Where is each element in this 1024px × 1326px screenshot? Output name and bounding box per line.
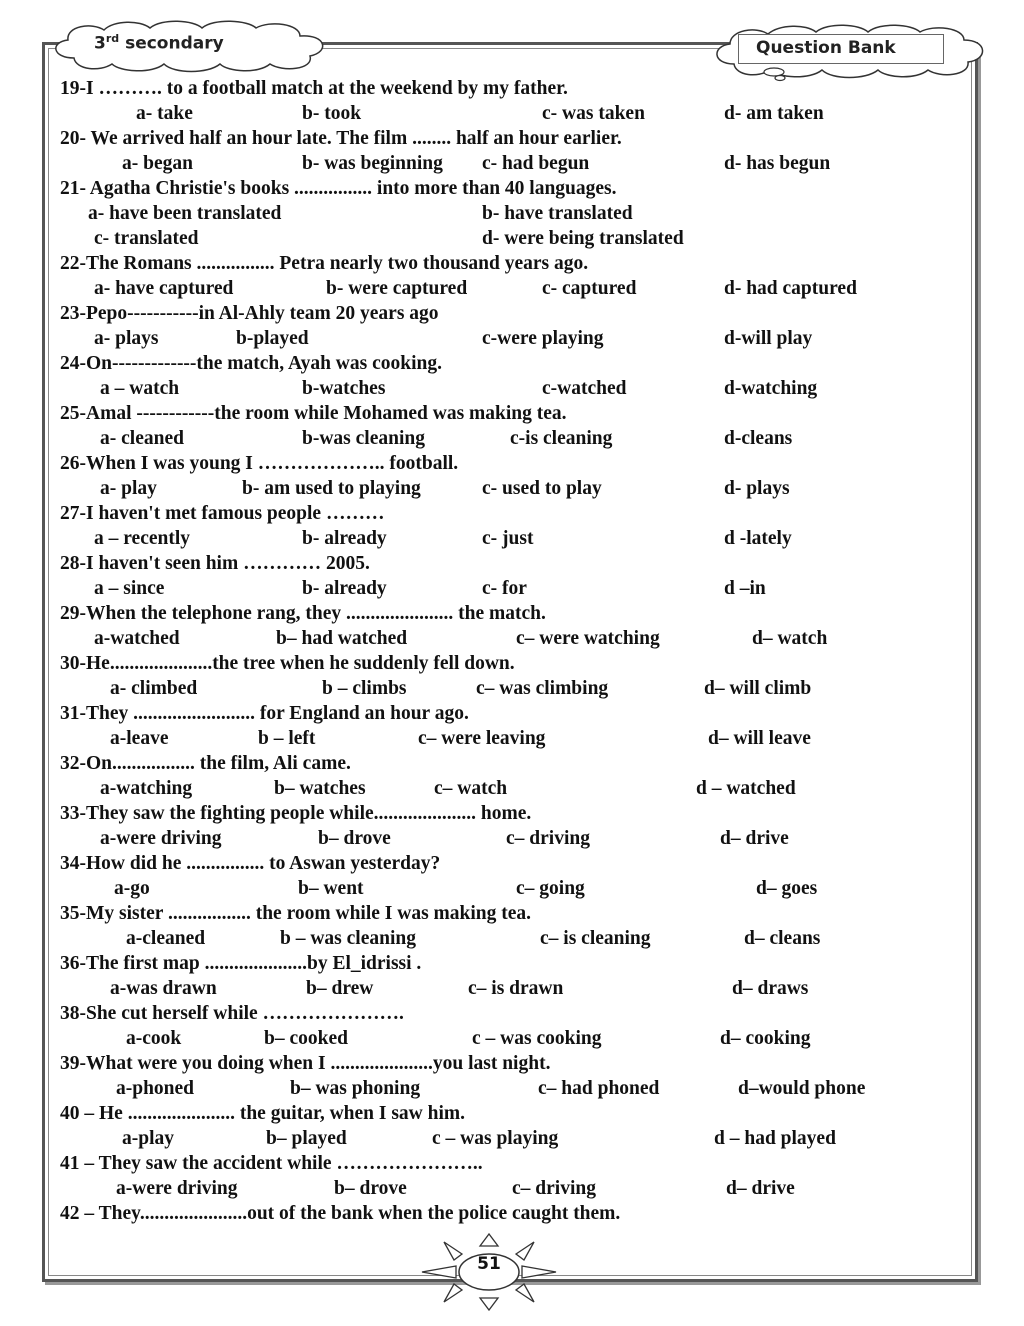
answer-option: b– drove bbox=[334, 1178, 407, 1199]
answer-option: a-cook bbox=[126, 1028, 182, 1049]
answer-option: c- captured bbox=[542, 278, 637, 299]
answer-option: d–would phone bbox=[738, 1078, 866, 1099]
answer-option: c- used to play bbox=[482, 478, 602, 499]
answer-option: d –in bbox=[724, 578, 766, 599]
answer-option: d – had played bbox=[714, 1128, 836, 1149]
answer-option: d– will climb bbox=[704, 678, 812, 699]
question-stem: 41 – They saw the accident while ………………….. bbox=[60, 1153, 483, 1174]
answer-option: b- am used to playing bbox=[242, 478, 421, 499]
answer-option: c– watch bbox=[434, 778, 508, 799]
answer-option: a-go bbox=[114, 878, 150, 899]
answer-option: d– will leave bbox=[708, 728, 811, 749]
question-stem: 29-When the telephone rang, they ...................... the match. bbox=[60, 603, 546, 624]
answer-option: c– were leaving bbox=[418, 728, 546, 749]
question-bank-label: Question Bank bbox=[756, 38, 896, 58]
question-stem: 38-She cut herself while …………………. bbox=[60, 1003, 404, 1024]
answer-option: c- for bbox=[482, 578, 527, 599]
answer-option: c- translated bbox=[94, 228, 199, 249]
question-stem: 19-I ………. to a football match at the weekend by my father. bbox=[60, 78, 568, 99]
answer-option: a – since bbox=[94, 578, 165, 599]
answer-option: c– were watching bbox=[516, 628, 660, 649]
answer-option: b-was cleaning bbox=[302, 428, 425, 449]
answer-option: a- have captured bbox=[94, 278, 234, 299]
answer-option: a- cleaned bbox=[100, 428, 184, 449]
answer-option: a- play bbox=[100, 478, 157, 499]
answer-option: d– goes bbox=[756, 878, 818, 899]
answer-option: a – watch bbox=[100, 378, 180, 399]
answer-option: c – was cooking bbox=[472, 1028, 602, 1049]
answer-option: a-were driving bbox=[116, 1178, 238, 1199]
answer-option: d– drive bbox=[720, 828, 789, 849]
question-stem: 20- We arrived half an hour late. The film ........ half an hour earlier. bbox=[60, 128, 622, 149]
question-stem: 34-How did he ................ to Aswan yesterday? bbox=[60, 853, 441, 874]
answer-option: d-will play bbox=[724, 328, 813, 349]
answer-option: a-were driving bbox=[100, 828, 222, 849]
answer-option: b- have translated bbox=[482, 203, 633, 224]
answer-option: a- take bbox=[136, 103, 193, 124]
question-stem: 35-My sister ................. the room while I was making tea. bbox=[60, 903, 532, 924]
question-stem: 30-He.....................the tree when he suddenly fell down. bbox=[60, 653, 515, 674]
answer-option: a – recently bbox=[94, 528, 191, 549]
answer-option: d-cleans bbox=[724, 428, 793, 449]
answer-option: b– was phoning bbox=[290, 1078, 421, 1099]
answer-option: b– had watched bbox=[276, 628, 408, 649]
answer-option: c– was climbing bbox=[476, 678, 609, 699]
question-stem: 26-When I was young I ……………….. football. bbox=[60, 453, 459, 474]
question-stem: 24-On-------------the match, Ayah was cooking. bbox=[60, 353, 442, 374]
question-stem: 31-They ......................... for England an hour ago. bbox=[60, 703, 469, 724]
answer-option: d- had captured bbox=[724, 278, 857, 299]
answer-option: a- plays bbox=[94, 328, 159, 349]
answer-option: b- already bbox=[302, 528, 387, 549]
answer-option: b– cooked bbox=[264, 1028, 348, 1049]
answer-option: c- had begun bbox=[482, 153, 590, 174]
answer-option: d- plays bbox=[724, 478, 790, 499]
answer-option: c– is drawn bbox=[468, 978, 564, 999]
answer-option: d– cooking bbox=[720, 1028, 811, 1049]
question-stem: 40 – He ...................... the guitar, when I saw him. bbox=[60, 1103, 466, 1124]
answer-option: c– had phoned bbox=[538, 1078, 660, 1099]
answer-option: b – left bbox=[258, 728, 316, 749]
answer-option: d-watching bbox=[724, 378, 818, 399]
answer-option: d- has begun bbox=[724, 153, 831, 174]
answer-option: c- just bbox=[482, 528, 534, 549]
answer-option: d– watch bbox=[752, 628, 828, 649]
answer-option: a-watching bbox=[100, 778, 193, 799]
question-stem: 33-They saw the fighting people while..................... home. bbox=[60, 803, 532, 824]
answer-option: a-leave bbox=[110, 728, 169, 749]
answer-option: b– drove bbox=[318, 828, 391, 849]
page-number: 51 bbox=[477, 1254, 501, 1274]
answer-option: b- already bbox=[302, 578, 387, 599]
answer-option: b– drew bbox=[306, 978, 374, 999]
answer-option: d – watched bbox=[696, 778, 796, 799]
answer-option: a-was drawn bbox=[110, 978, 217, 999]
answer-option: a- have been translated bbox=[88, 203, 282, 224]
answer-option: c- was taken bbox=[542, 103, 645, 124]
answer-option: c-were playing bbox=[482, 328, 604, 349]
answer-option: a-play bbox=[122, 1128, 175, 1149]
question-stem: 23-Pepo-----------in Al-Ahly team 20 years ago bbox=[60, 303, 439, 324]
grade-label: 3rd secondary bbox=[94, 32, 224, 54]
question-stem: 32-On................. the film, Ali came. bbox=[60, 753, 351, 774]
answer-option: b- were captured bbox=[326, 278, 468, 299]
question-stem: 28-I haven't seen him ………… 2005. bbox=[60, 553, 370, 574]
answer-option: c– driving bbox=[506, 828, 590, 849]
answer-option: a- climbed bbox=[110, 678, 198, 699]
answer-option: d– draws bbox=[732, 978, 809, 999]
answer-option: b– went bbox=[298, 878, 364, 899]
answer-option: b – was cleaning bbox=[280, 928, 416, 949]
question-stem: 22-The Romans ................ Petra nearly two thousand years ago. bbox=[60, 253, 589, 274]
answer-option: a-phoned bbox=[116, 1078, 195, 1099]
answer-option: b-watches bbox=[302, 378, 386, 399]
answer-option: c– is cleaning bbox=[540, 928, 651, 949]
answer-option: b-played bbox=[236, 328, 309, 349]
answer-option: d– drive bbox=[726, 1178, 795, 1199]
answer-option: b– played bbox=[266, 1128, 347, 1149]
answer-option: a-cleaned bbox=[126, 928, 206, 949]
answer-option: c-is cleaning bbox=[510, 428, 613, 449]
question-stem: 25-Amal ------------the room while Mohamed was making tea. bbox=[60, 403, 567, 424]
answer-option: d -lately bbox=[724, 528, 792, 549]
answer-option: b- was beginning bbox=[302, 153, 443, 174]
answer-option: b – climbs bbox=[322, 678, 407, 699]
answer-option: d- were being translated bbox=[482, 228, 684, 249]
answer-option: a- began bbox=[122, 153, 193, 174]
question-stem: 27-I haven't met famous people ……… bbox=[60, 503, 385, 524]
answer-option: c– going bbox=[516, 878, 585, 899]
question-stem: 21- Agatha Christie's books ................ into more than 40 languages. bbox=[60, 178, 617, 199]
answer-option: c– driving bbox=[512, 1178, 596, 1199]
question-stem: 36-The first map .....................by El_idrissi . bbox=[60, 953, 422, 974]
answer-option: b- took bbox=[302, 103, 362, 124]
answer-option: c – was playing bbox=[432, 1128, 559, 1149]
answer-option: d– cleans bbox=[744, 928, 821, 949]
question-stem: 42 – They......................out of the bank when the police caught them. bbox=[60, 1203, 621, 1224]
answer-option: b– watches bbox=[274, 778, 366, 799]
answer-option: d- am taken bbox=[724, 103, 824, 124]
answer-option: a-watched bbox=[94, 628, 180, 649]
question-stem: 39-What were you doing when I .....................you last night. bbox=[60, 1053, 551, 1074]
answer-option: c-watched bbox=[542, 378, 627, 399]
